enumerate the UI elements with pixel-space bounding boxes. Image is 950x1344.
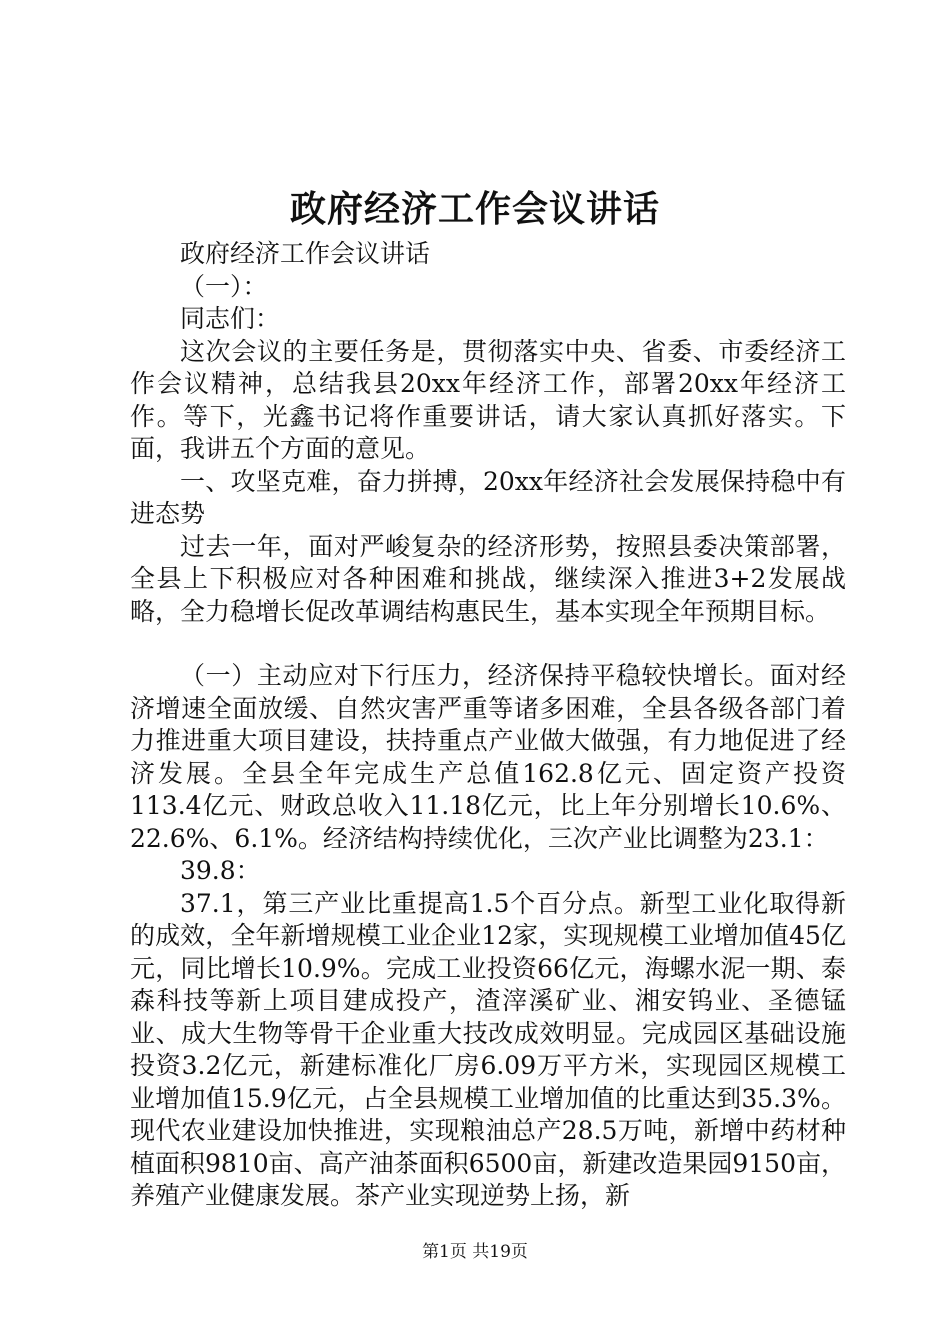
paragraph-section-marker: （一）： (180, 271, 268, 301)
document-body (130, 238, 846, 1213)
paragraph-spacer (130, 628, 846, 660)
page-indicator: 第1页 共19页 (422, 1242, 528, 1262)
paragraph-salutation: 同志们： (180, 304, 281, 333)
paragraph-intro: 这次会议的主要任务是，贯彻落实中央、省委、市委经济工作会议精神，总结我县20xx年经济工作，部署20xx年经济工作。等下，光鑫书记将作重要讲话，请大家认真抓好落实。下面，我讲五个方面的意见。 (130, 336, 846, 463)
document-title: 政府经济工作会议讲话 (289, 188, 660, 230)
paragraph-section-heading-1: 一、攻坚克难，奋力拼搏，20xx年经济社会发展保持稳中有进态势 (130, 466, 846, 528)
paragraph-heading: 政府经济工作会议讲话 (180, 239, 431, 268)
paragraph-economy: （一）主动应对下行压力，经济保持平稳较快增长。面对经济增速全面放缓、自然灾害严重等诸多困难，全县各级各部门着力推进重大项目建设，扶持重点产业做大做强，有力地促进了经济发展。全县全年完成生产总值162.8亿元、固定资产投资113.4亿元、财政总收入11.18亿元，比上年分别增长10.6%、22.6%、6.1%。经济结构持续优化，三次产业比调整为23.1： (130, 661, 846, 853)
paragraph-industry: 37.1，第三产业比重提高1.5个百分点。新型工业化取得新的成效，全年新增规模工业企业12家，实现规模工业增加值45亿元，同比增长10.9%。完成工业投资66亿元，海螺水泥一期、泰森科技等新上项目建成投产，渣滓溪矿业、湘安钨业、圣德锰业、成大生物等骨干企业重大技改成效明显。完成园区基础设施投资3.2亿元，新建标准化厂房6.09万平方米，实现园区规模工业增加值15.9亿元，占全县规模工业增加值的比重达到35.3%。现代农业建设加快推进，实现粮油总产28.5万吨，新增中药材种植面积9810亩、高产油茶面积6500亩，新建改造果园9150亩，养殖产业健康发展。茶产业实现逆势上扬，新 (130, 888, 846, 1210)
paragraph-review: 过去一年，面对严峻复杂的经济形势，按照县委决策部署，全县上下积极应对各种困难和挑战，继续深入推进3+2发展战略，全力稳增长促改革调结构惠民生，基本实现全年预期目标。 (130, 531, 846, 626)
paragraph-ratio-fragment: 39.8： (180, 856, 261, 885)
